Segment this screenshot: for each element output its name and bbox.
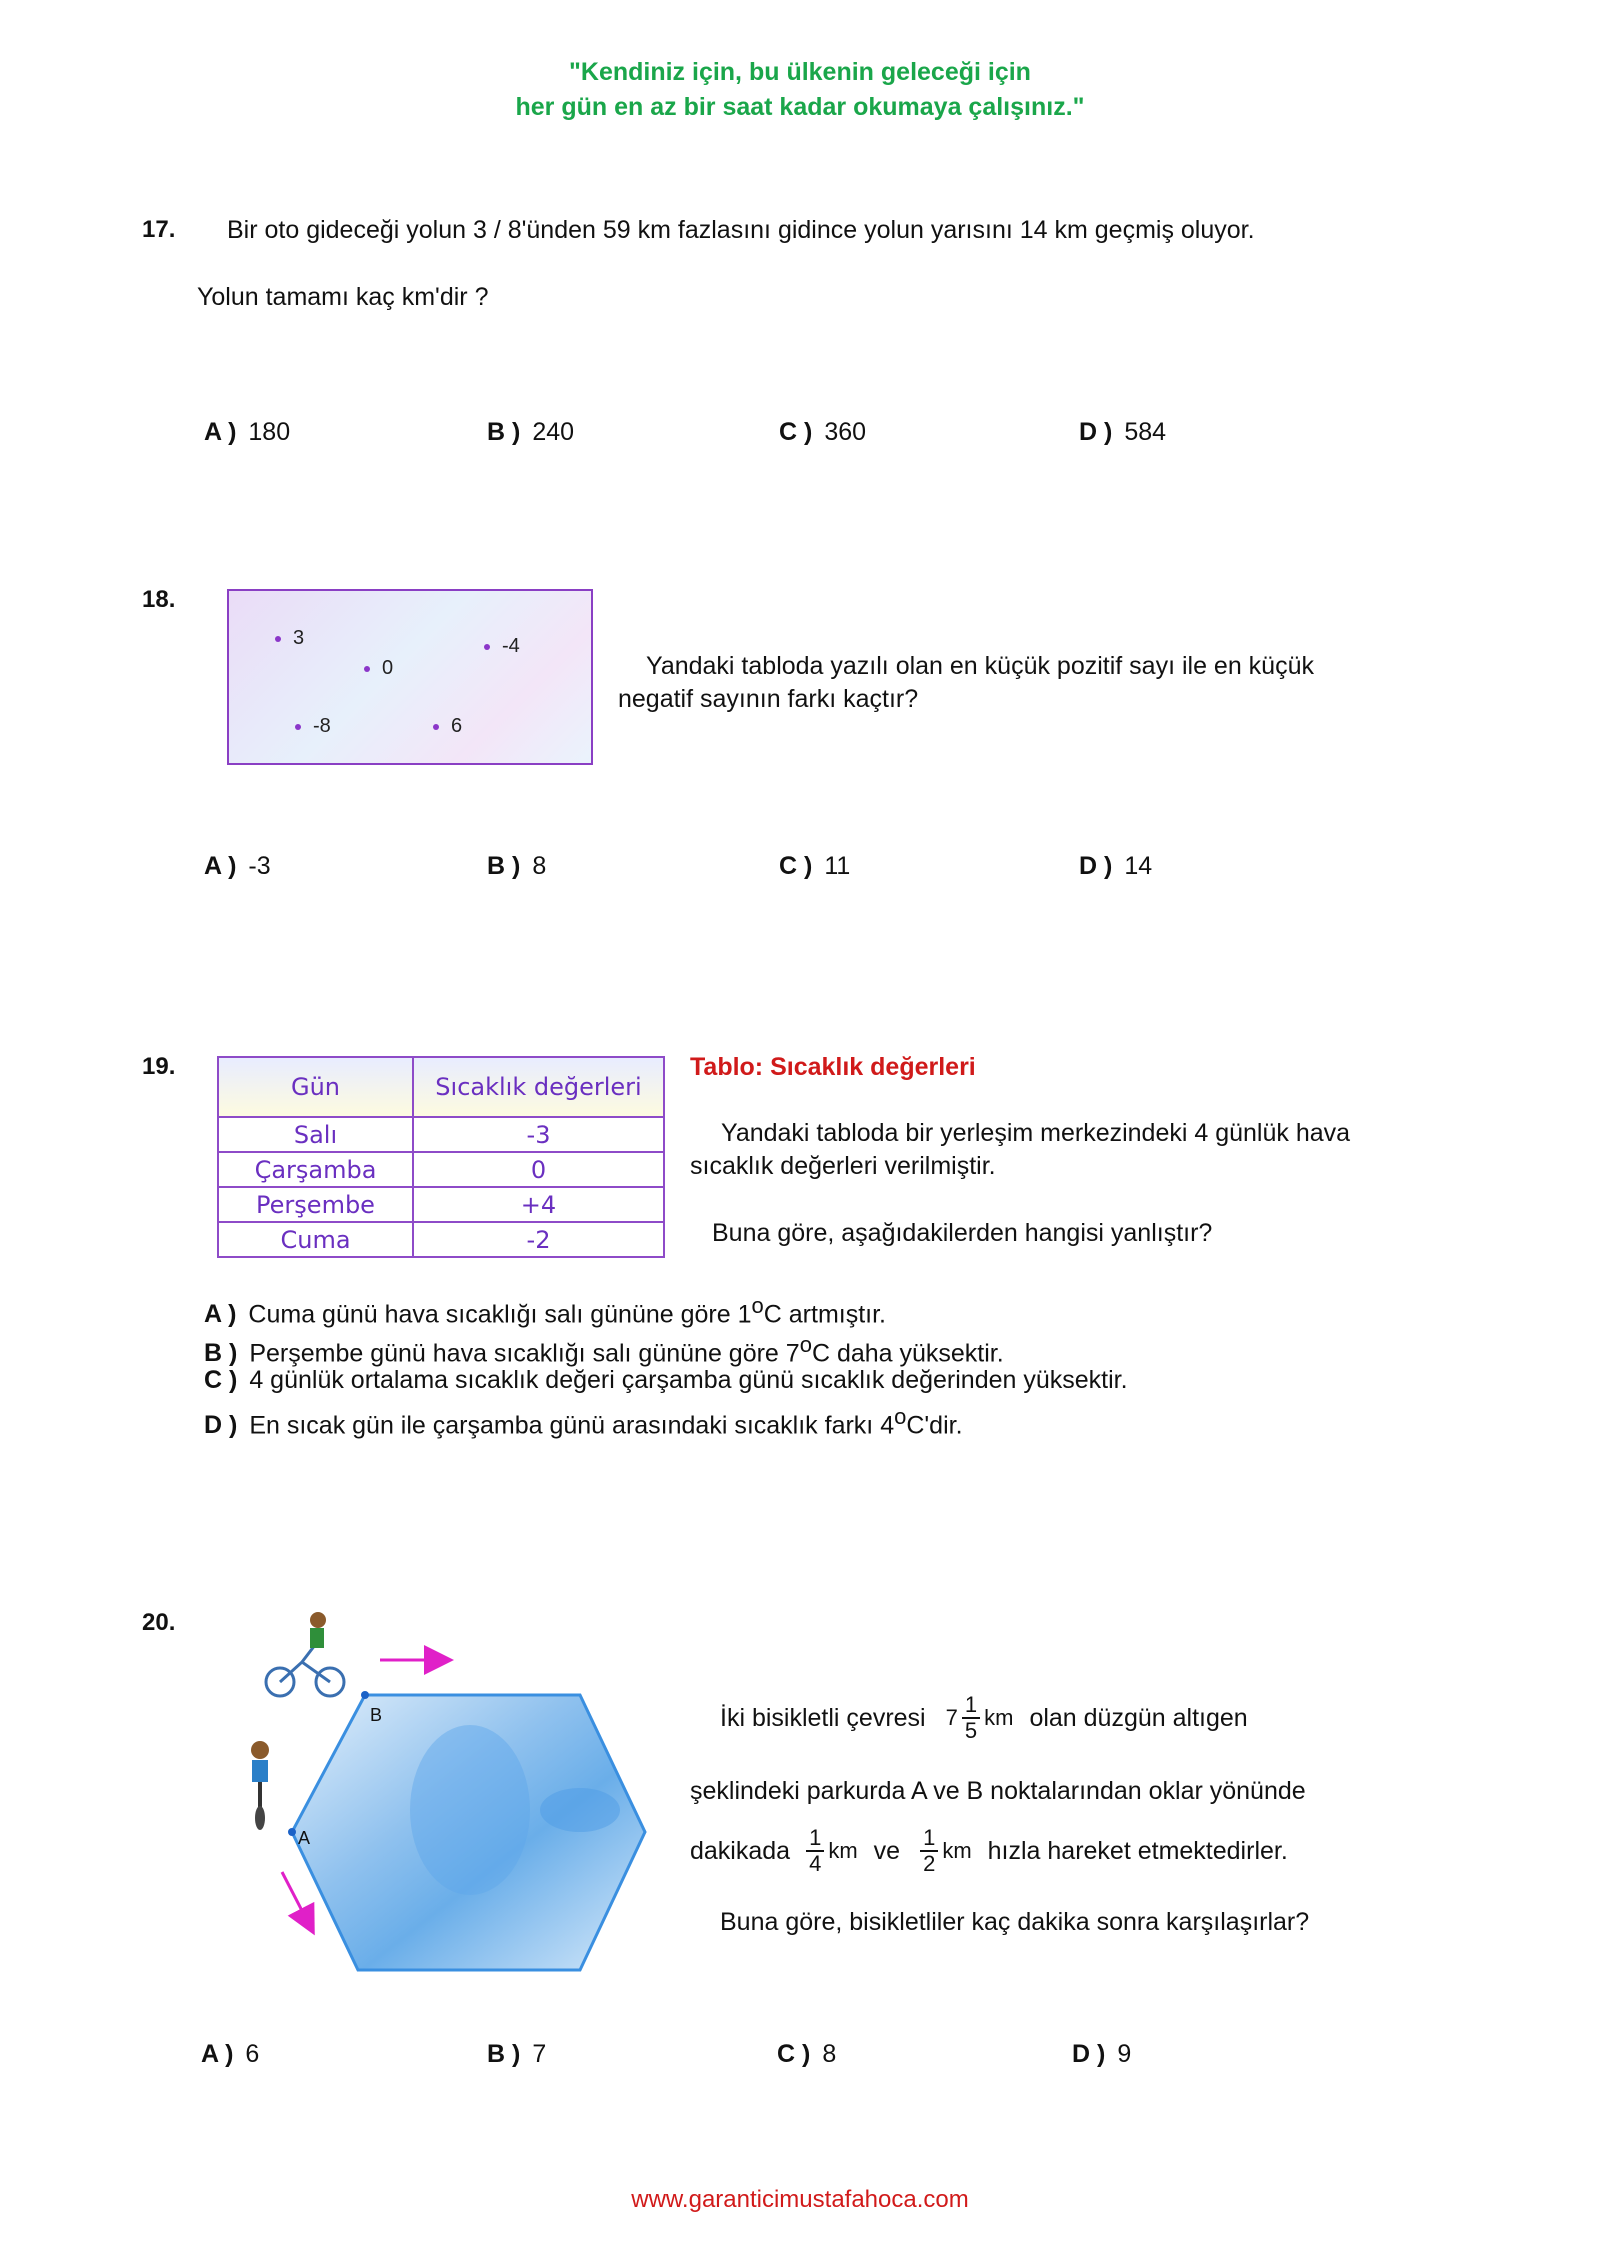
header-quote-line-2: her gün en az bir saat kadar okumaya çalışınız." [515, 93, 1085, 121]
option-value: 11 [824, 852, 851, 880]
question-19-number: 19. [142, 1053, 176, 1080]
table-row [218, 1187, 664, 1222]
question-17-number: 17. [142, 216, 176, 243]
option-value: 6 [245, 2040, 260, 2068]
q17-option-a[interactable] [204, 418, 290, 447]
option-label: A ) [201, 2040, 234, 2068]
table-row [218, 1152, 664, 1187]
q20-option-d[interactable] [1072, 2040, 1131, 2069]
option-label: D ) [1072, 2040, 1106, 2068]
cyclist-left-icon [251, 1741, 269, 1830]
point-b-dot [361, 1691, 369, 1699]
point-b-label: B [370, 1705, 383, 1725]
watercolor-blob [540, 1788, 620, 1832]
q20-option-c[interactable] [777, 2040, 836, 2069]
table-cell-day: Salı [218, 1117, 413, 1152]
question-20-number: 20. [142, 1609, 176, 1636]
option-value: 9 [1117, 2040, 1132, 2068]
option-value: -3 [248, 852, 271, 880]
option-label: D ) [1079, 852, 1113, 880]
question-20-line-2: şeklindeki parkurda A ve B noktalarından oklar yönünde [690, 1777, 1306, 1805]
table-cell-day: Perşembe [218, 1187, 413, 1222]
q18-option-c[interactable] [779, 852, 850, 881]
q17-option-c[interactable] [779, 418, 866, 447]
temperature-table [217, 1056, 665, 1258]
number-point: -4 [484, 635, 520, 658]
table-title: Tablo: Sıcaklık değerleri [690, 1053, 976, 1081]
footer-url-link[interactable]: www.garanticimustafahoca.com [631, 2186, 969, 2213]
option-label: B ) [487, 852, 521, 880]
fraction: $\frac{1}{2}$ [920, 1826, 938, 1876]
option-label: C ) [779, 418, 813, 446]
option-value: 584 [1124, 418, 1167, 446]
table-cell-day: Çarşamba [218, 1152, 413, 1187]
option-label: B ) [487, 2040, 521, 2068]
arrow-down-right-icon [282, 1872, 312, 1930]
q20-option-a[interactable] [201, 2040, 259, 2069]
fraction: $\frac{1}{4}$ [806, 1826, 824, 1876]
point-dot-icon [484, 644, 490, 650]
q17-option-d[interactable] [1079, 418, 1166, 447]
option-label: C ) [779, 852, 813, 880]
option-label: B ) [487, 418, 521, 446]
q17-option-b[interactable] [487, 418, 574, 447]
point-a-dot [288, 1828, 296, 1836]
cyclist-top-icon [266, 1612, 344, 1696]
point-dot-icon [364, 666, 370, 672]
option-value: 8 [822, 2040, 837, 2068]
question-18-text-line-2: negatif sayının farkı kaçtır? [618, 685, 919, 713]
q19-option-b[interactable]: B ) Perşembe günü hava sıcaklığı salı gününe göre 7$^o$C daha yüksektir. [204, 1332, 1004, 1368]
number-point: 6 [433, 715, 462, 738]
table-header-row [218, 1057, 664, 1117]
number-point: -8 [295, 715, 331, 738]
option-label: C ) [777, 2040, 811, 2068]
q19-option-c[interactable]: C ) 4 günlük ortalama sıcaklık değeri çarşamba günü sıcaklık değerinden yüksektir. [204, 1366, 1128, 1394]
table-cell-temperature: 0 [413, 1152, 664, 1187]
question-17-prompt: Yolun tamamı kaç km'dir ? [197, 283, 489, 311]
question-17-text: Bir oto gideceği yolun 3 / 8'ünden 59 km fazlasını gidince yolun yarısını 14 km geçmiş oluyor. [227, 216, 1255, 244]
q19-option-a[interactable]: A ) Cuma günü hava sıcaklığı salı gününe göre 1$^o$C artmıştır. [204, 1293, 886, 1329]
table-header-temperature: Sıcaklık değerleri [413, 1057, 664, 1117]
table-cell-temperature: -3 [413, 1117, 664, 1152]
question-19-text-line-2: sıcaklık değerleri verilmiştir. [690, 1152, 996, 1180]
option-label: B ) [204, 1339, 238, 1368]
option-value: 360 [824, 418, 867, 446]
q18-option-b[interactable] [487, 852, 546, 881]
table-row [218, 1117, 664, 1152]
question-19-text-line-1: Yandaki tabloda bir yerleşim merkezindeki 4 günlük hava [721, 1119, 1351, 1147]
point-a-label: A [298, 1828, 311, 1848]
option-label: D ) [1079, 418, 1113, 446]
question-20-prompt: Buna göre, bisikletliler kaç dakika sonra karşılaşırlar? [720, 1908, 1310, 1936]
question-18-number: 18. [142, 586, 176, 613]
header-quote-line-1: "Kendiniz için, bu ülkenin geleceği için [569, 58, 1031, 86]
point-dot-icon [433, 724, 439, 730]
table-cell-temperature: +4 [413, 1187, 664, 1222]
option-label: A ) [204, 418, 237, 446]
fraction: $\frac{1}{5}$ [962, 1693, 980, 1743]
question-19-prompt: Buna göre, aşağıdakilerden hangisi yanlıştır? [712, 1219, 1213, 1247]
option-label: C ) [204, 1366, 238, 1394]
option-value: 14 [1124, 852, 1153, 880]
q18-option-a[interactable] [204, 852, 271, 881]
question-18-text-line-1: Yandaki tabloda yazılı olan en küçük pozitif sayı ile en küçük [646, 652, 1314, 680]
watercolor-blob [410, 1725, 530, 1895]
point-dot-icon [275, 636, 281, 642]
table-row [218, 1222, 664, 1257]
option-label: A ) [204, 1300, 237, 1329]
table-cell-day: Cuma [218, 1222, 413, 1257]
hexagon-track-figure [230, 1600, 670, 1990]
question-20-line-1: İki bisikletli çevresi 7 $\frac{1}{5}$ km olan düzgün altıgen [720, 1692, 1248, 1743]
option-value: 8 [532, 852, 547, 880]
question-20-line-3: dakikada $\frac{1}{4}$ km ve $\frac{1}{2}$ km hızla hareket etmektedirler. [690, 1825, 1288, 1876]
number-point: 0 [364, 657, 393, 680]
table-header-day: Gün [218, 1057, 413, 1117]
option-label: A ) [204, 852, 237, 880]
q18-option-d[interactable] [1079, 852, 1152, 881]
option-value: 240 [532, 418, 575, 446]
option-value: 180 [248, 418, 291, 446]
number-point: 3 [275, 627, 304, 650]
table-cell-temperature: -2 [413, 1222, 664, 1257]
option-value: 7 [532, 2040, 547, 2068]
q20-option-b[interactable] [487, 2040, 546, 2069]
number-table-box [227, 589, 593, 765]
option-label: D ) [204, 1411, 238, 1440]
q19-option-d[interactable]: D ) En sıcak gün ile çarşamba günü arasındaki sıcaklık farkı 4$^o$C'dir. [204, 1404, 963, 1440]
point-dot-icon [295, 724, 301, 730]
